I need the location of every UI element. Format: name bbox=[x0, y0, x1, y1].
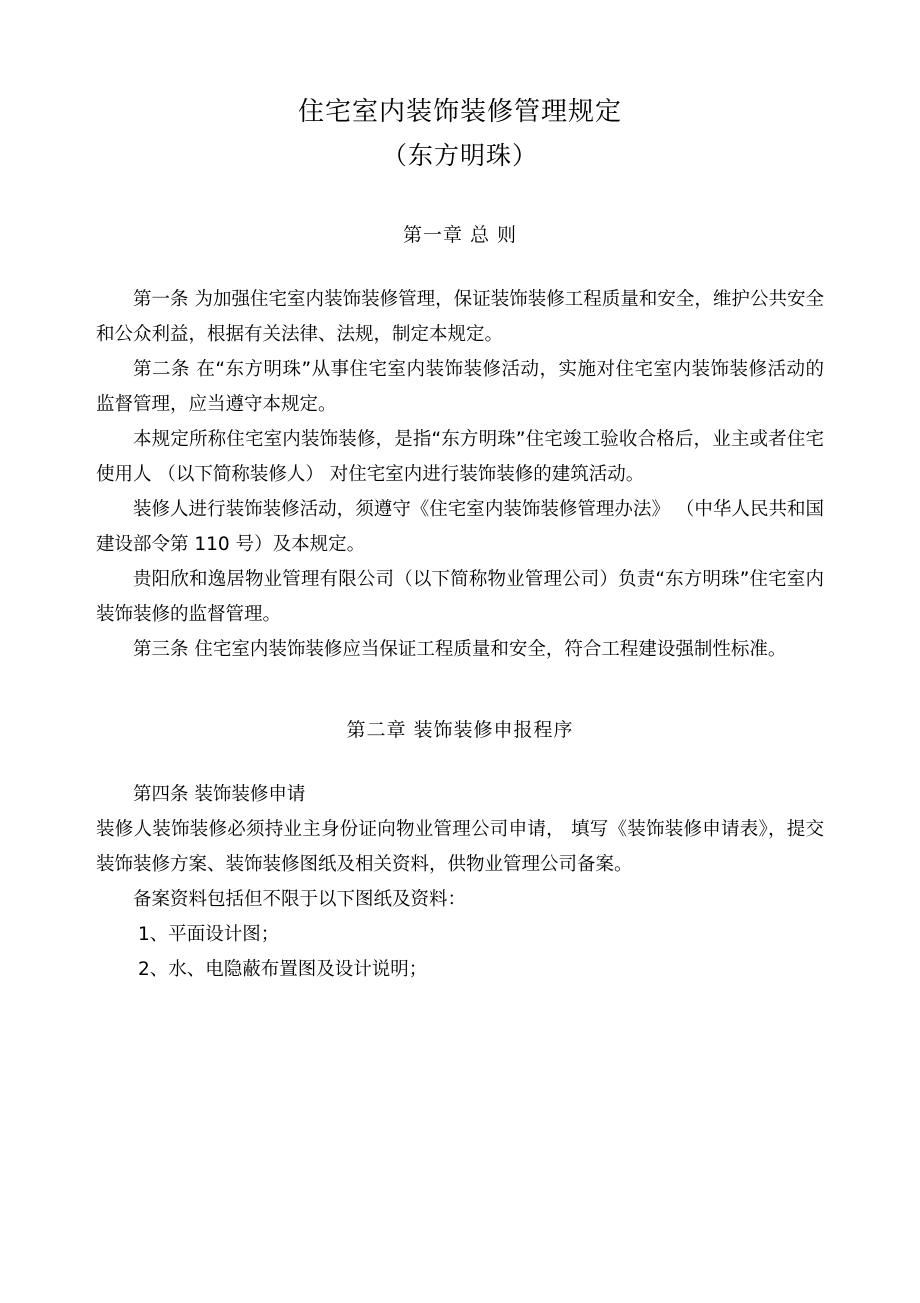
paragraph-definition: 本规定所称住宅室内装饰装修，是指“东方明珠”住宅竣工验收合格后，业主或者住宅使用人 （以下简称装修人） 对住宅室内进行装饰装修的建筑活动。 bbox=[96, 429, 824, 485]
list-item: 2、水、电隐蔽布置图及设计说明； bbox=[138, 959, 428, 980]
page-subtitle: （东方明珠） bbox=[381, 141, 538, 170]
chapter-one-heading: 第一章 总 则 bbox=[402, 224, 518, 246]
paragraph-article-1: 第一条 为加强住宅室内装饰装修管理，保证装饰装修工程质量和安全，维护公共安全和公众利益，根据有关法律、法规，制定本规定。 bbox=[96, 289, 824, 345]
page-title: 住宅室内装饰装修管理规定 bbox=[297, 97, 622, 127]
paragraph-article-3: 第三条 住宅室内装饰装修应当保证工程质量和安全，符合工程建设强制性标准。 bbox=[133, 639, 787, 660]
paragraph-article-2: 第二条 在“东方明珠”从事住宅室内装饰装修活动，实施对住宅室内装饰装修活动的监督管理，应当遵守本规定。 bbox=[96, 359, 824, 415]
chapter-one-body bbox=[96, 252, 824, 667]
paragraph-article-4-title: 第四条 装饰装修申请 bbox=[133, 784, 306, 805]
chapter-two-body bbox=[96, 747, 824, 987]
paragraph-compliance: 装修人进行装饰装修活动，须遵守《住宅室内装饰装修管理办法》 （中华人民共和国建设部令第 110 号）及本规定。 bbox=[96, 499, 824, 555]
paragraph-article-4-body: 装修人装饰装修必须持业主身份证向物业管理公司申请， 填写《装饰装修申请表》，提交装饰装修方案、装饰装修图纸及相关资料，供物业管理公司备案。 bbox=[96, 819, 824, 875]
chapter-two-heading: 第二章 装饰装修申报程序 bbox=[346, 719, 574, 741]
paragraph-company: 贵阳欣和逸居物业管理有限公司（以下简称物业管理公司）负责“东方明珠”住宅室内装饰装修的监督管理。 bbox=[96, 569, 824, 625]
list-item: 1、平面设计图； bbox=[138, 924, 280, 945]
paragraph-filing-intro: 备案资料包括但不限于以下图纸及资料： bbox=[133, 889, 467, 910]
